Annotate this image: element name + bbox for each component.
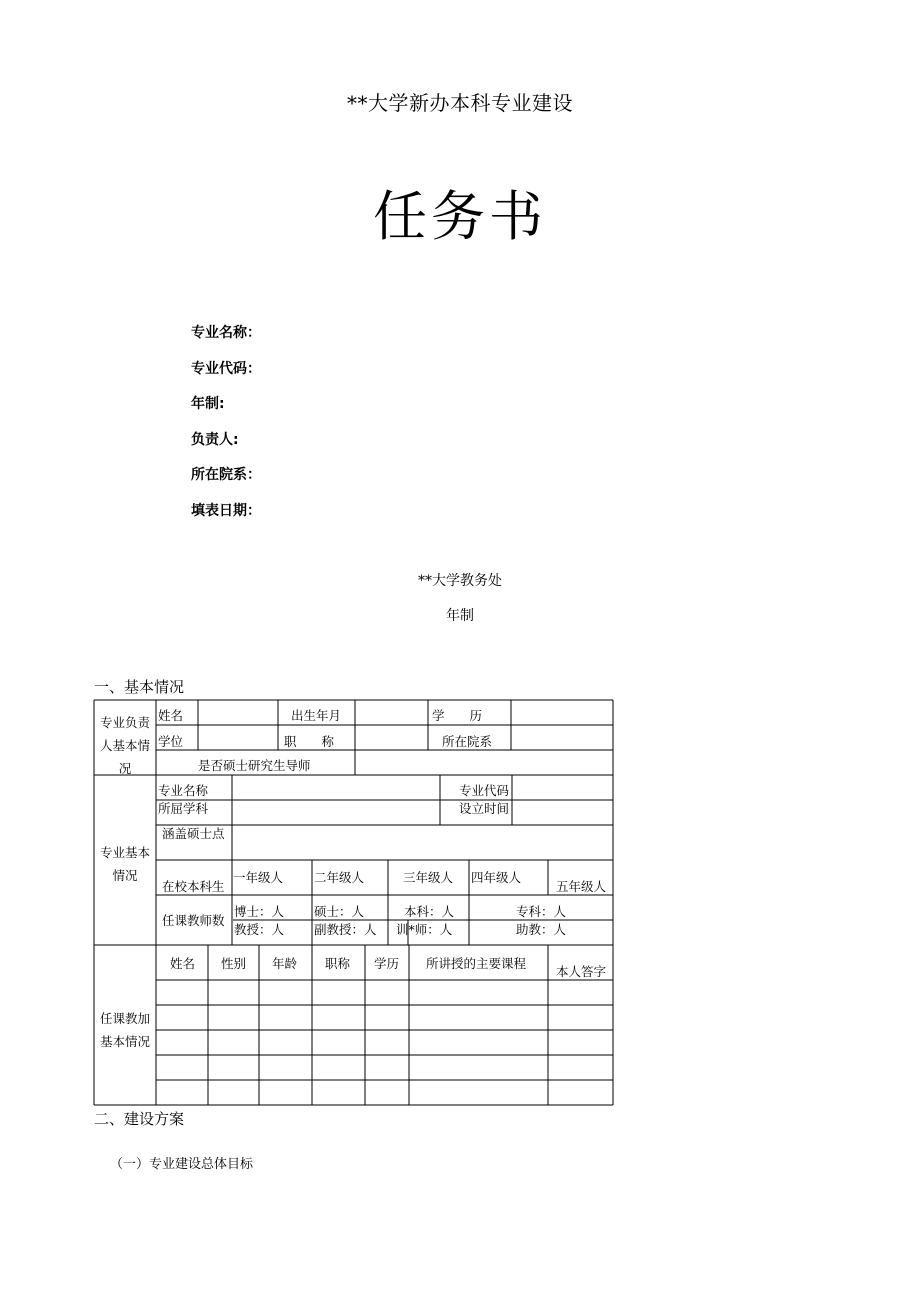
label-degree: 学位 — [158, 734, 184, 749]
field-duration: 年制: — [191, 396, 225, 412]
major-block-label: 专业基本情况 — [99, 845, 150, 883]
column-header-gender: 性别 — [221, 956, 247, 971]
label-undergrad: 在校本科生 — [162, 879, 225, 894]
label-master-points: 涵盖硕士点 — [162, 826, 225, 841]
field-major-code: 专业代码： — [191, 360, 261, 377]
field-fill-date: 填表日期： — [191, 502, 261, 519]
document-subtitle: **大学新办本科专业建设 — [347, 91, 573, 115]
column-header-signature: 本人答字 — [556, 964, 607, 979]
label-year4: 四年级人 — [471, 870, 522, 885]
teacher-block-label: 任课教加基本情况 — [99, 1011, 150, 1049]
label-year1: 一年级人 — [233, 870, 284, 885]
label-master: 硕士：人 — [314, 904, 365, 919]
label-year3: 三年级人 — [403, 870, 454, 885]
field-department: 所在院系： — [191, 467, 261, 483]
label-education: 学 历 — [432, 708, 483, 723]
field-major-name: 专业名称： — [191, 325, 261, 341]
issue-year: 年制 — [446, 608, 474, 624]
label-department: 所在院系 — [442, 734, 493, 749]
label-assistant: 助教：人 — [516, 922, 567, 937]
column-header-courses: 所讲授的主要课程 — [426, 956, 527, 971]
label-major-code: 专业代码 — [459, 783, 510, 798]
label-professor: 教授：人 — [234, 922, 285, 937]
label-name: 姓名 — [158, 708, 184, 723]
column-header-name: 姓名 — [170, 956, 196, 971]
leader-block-label: 专业负责人基本情况 — [99, 715, 150, 776]
label-lecturer: 训*师：人 — [396, 922, 453, 937]
field-leader: 负责人: — [191, 431, 239, 448]
label-master-supervisor: 是否硕士研究生导师 — [198, 758, 311, 773]
label-year5: 五年级人 — [556, 879, 607, 894]
label-year2: 二年级人 — [314, 870, 365, 885]
label-assoc-prof: 副教授：人 — [314, 922, 377, 937]
column-header-education: 学历 — [374, 956, 400, 971]
label-major-name: 专业名称 — [158, 783, 209, 798]
label-teachers: 任课教师数 — [162, 913, 225, 928]
issuing-office: **大学教务处 — [418, 573, 502, 589]
column-header-title: 职称 — [325, 956, 351, 971]
label-established: 设立时间 — [459, 801, 510, 816]
label-associate: 专科：人 — [516, 904, 567, 919]
column-header-age: 年龄 — [272, 956, 298, 971]
label-birth: 出生年月 — [291, 708, 342, 723]
section-heading-basic-info: 一、基本情况 — [94, 678, 185, 696]
label-title: 职 称 — [284, 734, 335, 749]
label-bachelor: 本科：人 — [404, 904, 455, 919]
label-phd: 博士：人 — [234, 904, 285, 919]
section-heading-plan: 二、建设方案 — [94, 1110, 185, 1128]
subsection-heading-overall-goal: （一）专业建设总体目标 — [110, 1157, 254, 1172]
document-title: 任务书 — [373, 185, 547, 248]
label-discipline: 所屈学科 — [158, 801, 209, 816]
